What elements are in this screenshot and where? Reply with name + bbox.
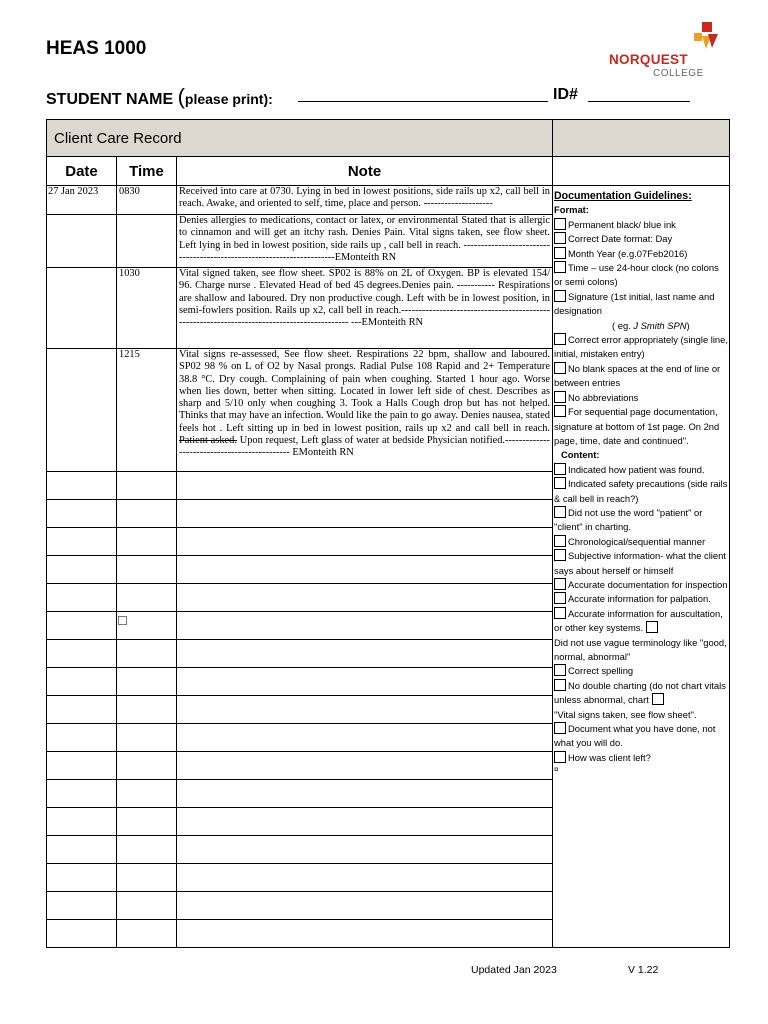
entry-time[interactable]: 0830: [117, 186, 177, 215]
entry-time[interactable]: [117, 612, 177, 640]
checkbox[interactable]: [652, 693, 664, 705]
entry-date[interactable]: [47, 349, 117, 472]
footer-version: V 1.22: [628, 964, 659, 976]
entry-time[interactable]: [117, 696, 177, 724]
entry-note[interactable]: [177, 724, 553, 752]
checkbox[interactable]: [646, 621, 658, 633]
column-header-time: Time: [117, 157, 177, 186]
stray-checkbox-icon: [118, 616, 127, 625]
entry-time[interactable]: 1030: [117, 268, 177, 349]
checkbox[interactable]: [554, 247, 566, 259]
entry-note[interactable]: [177, 920, 553, 948]
entry-note[interactable]: [177, 612, 553, 640]
checkbox[interactable]: [554, 751, 566, 763]
guideline-item: For sequential page documentation, signature at bottom of 1st page. On 2nd page, time, date and continued".: [554, 406, 720, 446]
checkbox[interactable]: [554, 592, 566, 604]
signature-example: ( eg. J Smith SPN): [612, 319, 690, 331]
guideline-item: Did not use vague terminology like "good, normal, abnormal": [554, 636, 727, 662]
entry-time[interactable]: [117, 528, 177, 556]
guideline-item: Month Year (e.g.07Feb2016): [568, 247, 688, 259]
entry-note[interactable]: Vital signed taken, see flow sheet. SP02 is 88% on 2L of Oxygen. BP is elevated 154/ 96. Charge nurse . Elevated Head of bed 45 degrees.Denies pain. ----------- Respirations are shallow and laboured. Dry non productive cough. Left with be in lowest position, in semi-fowlers position. Rails up x2, call bell in reach.-------------------------------------------------------------------------------------------- ---EMonteith RN: [177, 268, 553, 349]
record-title: Client Care Record: [47, 120, 553, 157]
guideline-item: Indicated how patient was found.: [568, 463, 705, 475]
checkbox[interactable]: [554, 405, 566, 417]
guideline-item: How was client left?: [568, 751, 651, 763]
guideline-item: "Vital signs taken, see flow sheet".: [554, 708, 697, 720]
checkbox[interactable]: [554, 362, 566, 374]
checkbox[interactable]: [554, 261, 566, 273]
guideline-item: Time – use 24-hour clock (no colons or semi colons): [554, 262, 719, 288]
entry-note[interactable]: [177, 528, 553, 556]
entry-date[interactable]: [47, 808, 117, 836]
checkbox[interactable]: [554, 664, 566, 676]
entry-time[interactable]: [117, 215, 177, 268]
client-care-record-table: [46, 119, 730, 948]
entry-note[interactable]: [177, 640, 553, 668]
entry-note[interactable]: [177, 892, 553, 920]
entry-note[interactable]: [177, 500, 553, 528]
table-row: [47, 186, 730, 215]
entry-note[interactable]: [177, 808, 553, 836]
entry-time[interactable]: [117, 780, 177, 808]
entry-time[interactable]: [117, 584, 177, 612]
entry-time[interactable]: [117, 920, 177, 948]
entry-time[interactable]: [117, 556, 177, 584]
guideline-item: Subjective information- what the client says about herself or himself: [554, 550, 726, 576]
guideline-item: No abbreviations: [568, 391, 639, 403]
entry-time[interactable]: [117, 500, 177, 528]
guideline-item: No double charting (do not chart vitals unless abnormal, chart: [554, 679, 726, 706]
guideline-item: Accurate information for palpation.: [568, 593, 711, 605]
entry-date[interactable]: [47, 752, 117, 780]
checkbox[interactable]: [554, 232, 566, 244]
college-logo: [607, 22, 719, 79]
id-label: ID#: [553, 86, 578, 103]
checkbox[interactable]: [554, 549, 566, 561]
column-header-date: Date: [47, 157, 117, 186]
entry-note[interactable]: [177, 780, 553, 808]
checkbox[interactable]: [554, 477, 566, 489]
entry-date[interactable]: [47, 724, 117, 752]
entry-note[interactable]: Denies allergies to medications, contact or latex, or environmental Stated that is allergic to cinnamon and will get an itchy rash. Denies Pain. Vital signs taken, see flow sheet. Left lying in bed in lowest position, side rails up , call bell in reach. ----------------------------------------------------------------------EMonteith RN: [177, 215, 553, 268]
entry-note[interactable]: Vital signs re-assessed, See flow sheet. Respirations 22 bpm, shallow and laboured. SP02 98 % on L of O2 by Nasal prongs. Radial Pulse 108 Rapid and 2+ Temperature 38.8 °C. Dry cough. Complaining of pain when coughing. Started 1 hour ago. Worse when lies down, better when sitting. Located in lower left side of chest. Describes as sharp and 5/10 only when coughing 3. Took a Halls Cough drop but has not helped. Thinks that may have an infection. Would like the pain to go away. Denies nausea, stated feels hot . Left sitting up in bed in lowest position, rails up x2 and call bell in reach. Patient asked. Upon request, Left glass of water at bedside Physician notified.--------------------------------------------- EMonteith RN: [177, 349, 553, 472]
entry-time[interactable]: [117, 752, 177, 780]
entry-note[interactable]: [177, 696, 553, 724]
guideline-item: Permanent black/ blue ink: [568, 218, 676, 230]
format-label: Format:: [554, 204, 589, 216]
guideline-item: Indicated safety precautions (side rails & call bell in reach?): [554, 478, 728, 504]
entry-time[interactable]: [117, 864, 177, 892]
checkbox[interactable]: [554, 218, 566, 230]
college-logo-mark-icon: [693, 22, 719, 52]
guideline-item: Did not use the word "patient" or "client" in charting.: [554, 506, 703, 533]
documentation-guidelines: [553, 186, 730, 948]
column-header-note: Note: [177, 157, 553, 186]
entry-date[interactable]: [47, 584, 117, 612]
guideline-item: Chronological/sequential manner: [568, 535, 706, 547]
entry-note[interactable]: [177, 836, 553, 864]
checkbox[interactable]: [554, 333, 566, 345]
guideline-item: Accurate documentation for inspection: [568, 578, 728, 590]
checkbox[interactable]: [554, 506, 566, 518]
entry-note[interactable]: [177, 472, 553, 500]
entry-note[interactable]: [177, 668, 553, 696]
entry-date[interactable]: [47, 500, 117, 528]
entry-time[interactable]: [117, 808, 177, 836]
guidelines-title: Documentation Guidelines:: [554, 190, 692, 202]
checkbox[interactable]: [554, 607, 566, 619]
id-field[interactable]: [588, 101, 690, 102]
entry-time[interactable]: [117, 892, 177, 920]
entry-note[interactable]: [177, 864, 553, 892]
entry-date[interactable]: 27 Jan 2023: [47, 186, 117, 215]
end-mark: ¤: [554, 765, 559, 775]
checkbox[interactable]: [554, 679, 566, 691]
guideline-item: Correct Date format: Day: [568, 233, 673, 245]
entry-date[interactable]: [47, 528, 117, 556]
entry-date[interactable]: [47, 612, 117, 640]
entry-date[interactable]: [47, 836, 117, 864]
guideline-item: No blank spaces at the end of line or between entries: [554, 362, 721, 389]
entry-time[interactable]: 1215: [117, 349, 177, 472]
checkbox[interactable]: [554, 290, 566, 302]
checkbox[interactable]: [554, 463, 566, 475]
entry-date[interactable]: [47, 864, 117, 892]
entry-date[interactable]: [47, 696, 117, 724]
footer-updated: Updated Jan 2023: [471, 964, 557, 976]
entry-time[interactable]: [117, 724, 177, 752]
entry-date[interactable]: [47, 472, 117, 500]
entry-note[interactable]: [177, 752, 553, 780]
student-name-field[interactable]: [298, 101, 548, 102]
content-label: Content:: [561, 449, 600, 461]
entry-note[interactable]: [177, 556, 553, 584]
checkbox[interactable]: [554, 722, 566, 734]
entry-date[interactable]: [47, 556, 117, 584]
logo-wordmark: NORQUEST: [609, 52, 688, 67]
entry-note[interactable]: [177, 584, 553, 612]
guideline-item: Accurate information for auscultation, or other key systems.: [554, 607, 723, 634]
guideline-item: Signature (1st initial, last name and designation: [554, 290, 715, 317]
entry-date[interactable]: [47, 920, 117, 948]
checkbox[interactable]: [554, 535, 566, 547]
entry-time[interactable]: [117, 836, 177, 864]
entry-date[interactable]: [47, 892, 117, 920]
entry-date[interactable]: [47, 640, 117, 668]
student-name-label: STUDENT NAME (please print):: [46, 84, 273, 109]
guideline-item: Correct spelling: [568, 665, 634, 677]
entry-note[interactable]: Received into care at 0730. Lying in bed in lowest positions, side rails up x2, call bell in reach. Awake, and oriented to self, time, place and person. --------------------: [177, 186, 553, 215]
guideline-item: Correct error appropriately (single line, initial, mistaken entry): [554, 334, 728, 360]
logo-subtitle: COLLEGE: [653, 68, 704, 79]
entry-date[interactable]: [47, 668, 117, 696]
entry-date[interactable]: [47, 268, 117, 349]
entry-time[interactable]: [117, 640, 177, 668]
entry-time[interactable]: [117, 668, 177, 696]
guideline-item: Document what you have done, not what you will do.: [554, 723, 716, 749]
checkbox[interactable]: [554, 391, 566, 403]
course-code: HEAS 1000: [46, 38, 147, 59]
checkbox[interactable]: [554, 578, 566, 590]
entry-time[interactable]: [117, 472, 177, 500]
entry-date[interactable]: [47, 215, 117, 268]
entry-date[interactable]: [47, 780, 117, 808]
